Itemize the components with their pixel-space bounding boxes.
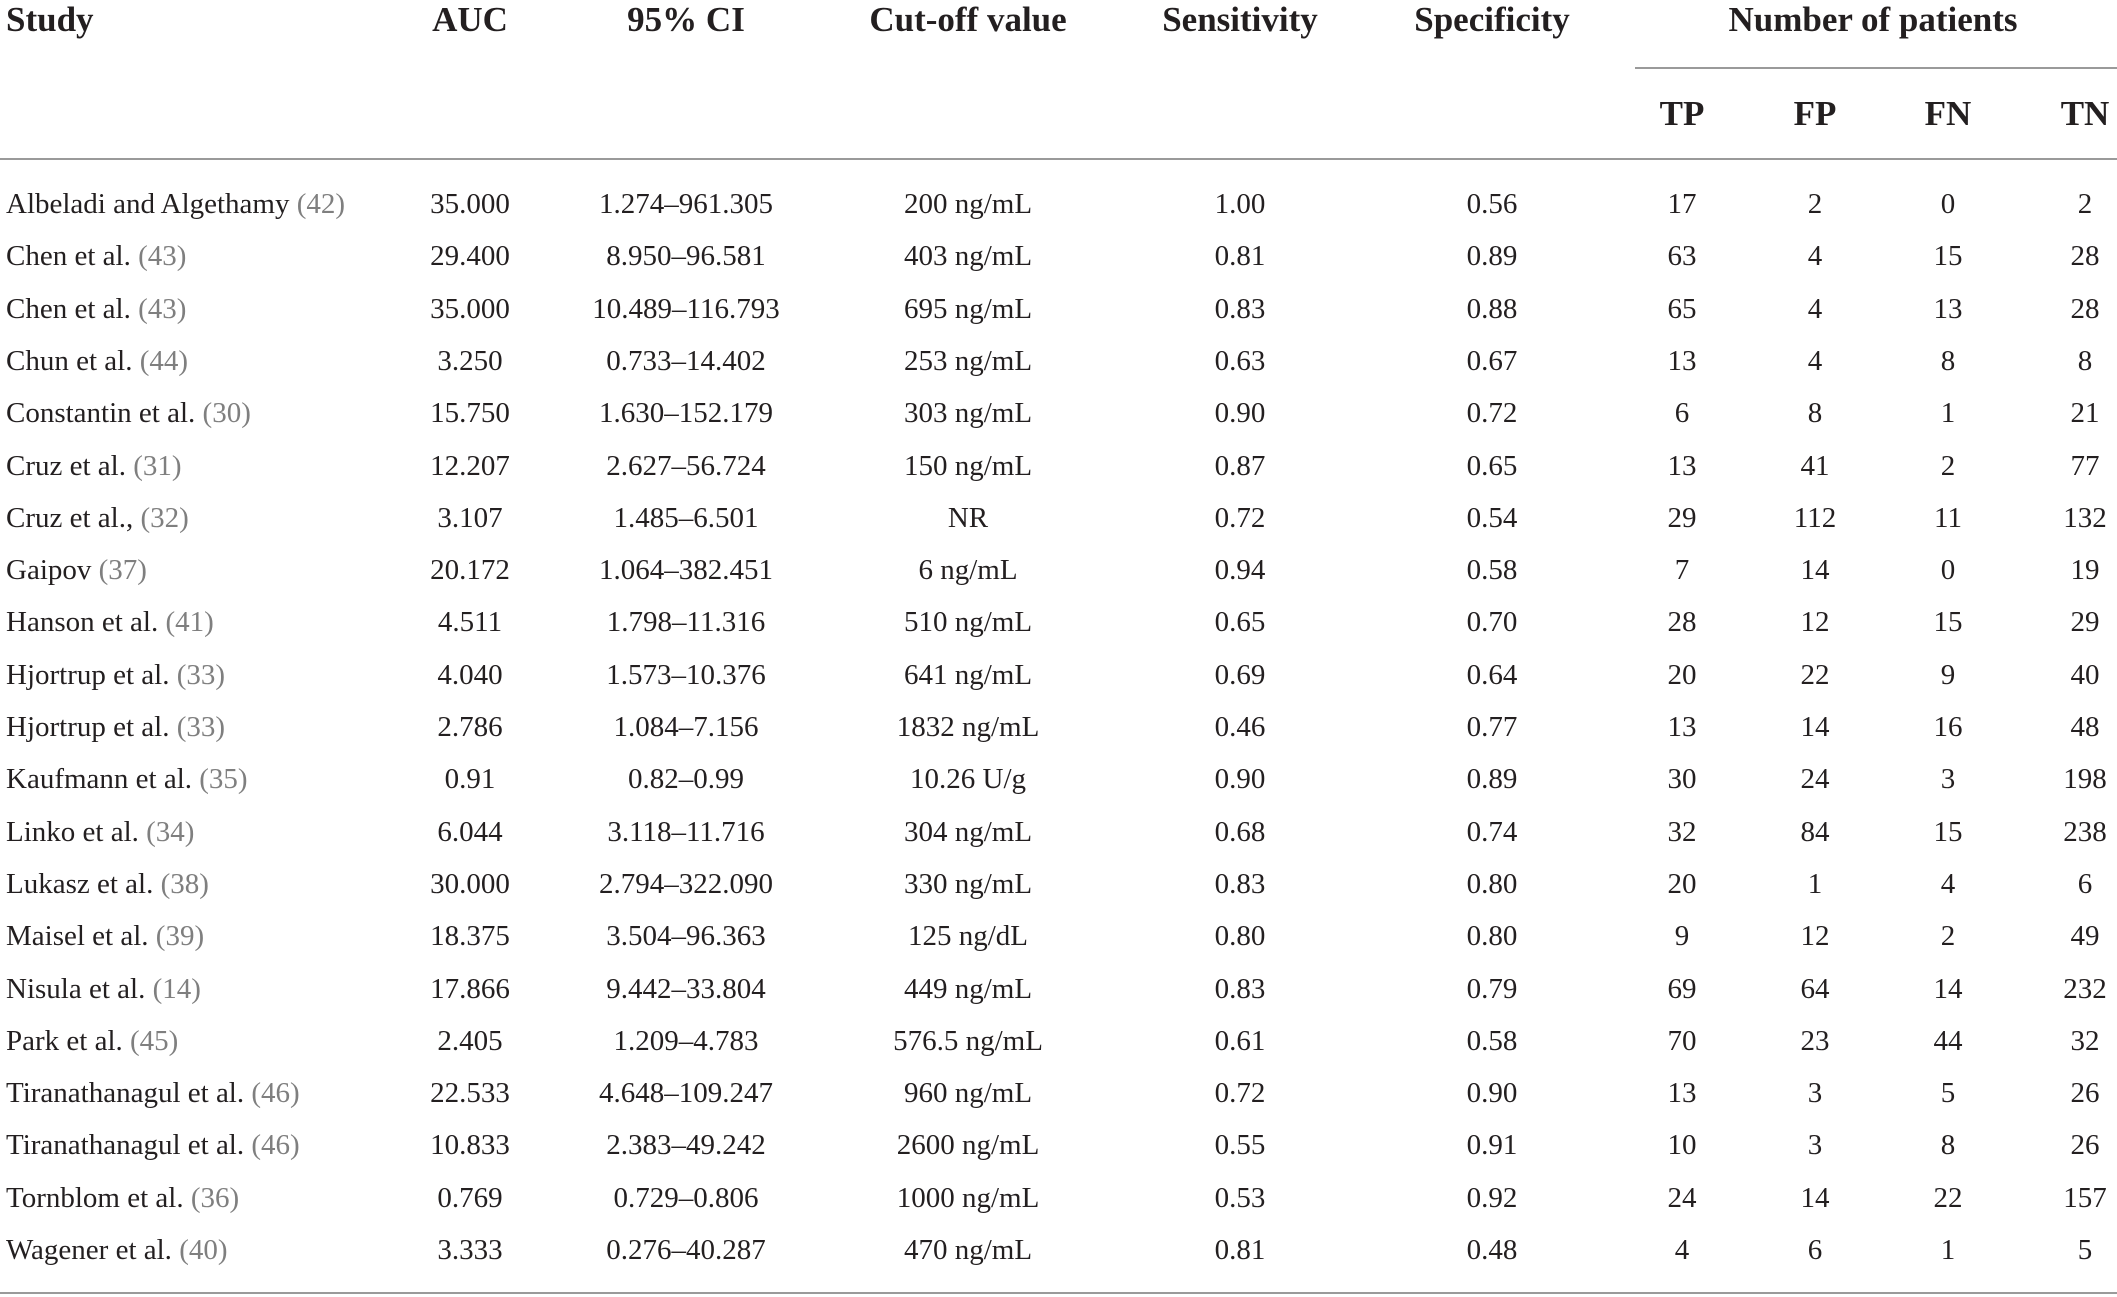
header-fn: FN bbox=[1924, 94, 1972, 133]
header-auc: AUC bbox=[432, 0, 508, 39]
specificity-cell: 0.56 bbox=[1466, 188, 1518, 220]
auc-cell: 2.405 bbox=[437, 1025, 503, 1057]
fp-cell: 12 bbox=[1800, 920, 1830, 952]
auc-cell: 18.375 bbox=[430, 920, 510, 952]
cutoff-cell: 150 ng/mL bbox=[903, 450, 1033, 482]
sensitivity-cell: 0.80 bbox=[1214, 920, 1266, 952]
tp-cell: 4 bbox=[1674, 1234, 1690, 1266]
sensitivity-cell: 0.87 bbox=[1214, 450, 1266, 482]
tp-cell: 30 bbox=[1667, 763, 1697, 795]
header-sensitivity: Sensitivity bbox=[1162, 0, 1318, 39]
header-tn: TN bbox=[2060, 94, 2110, 133]
tn-cell: 198 bbox=[2063, 763, 2107, 795]
auc-cell: 17.866 bbox=[430, 973, 510, 1005]
tp-cell: 63 bbox=[1667, 240, 1697, 272]
fp-cell: 4 bbox=[1807, 345, 1823, 377]
study-name: Cruz et al. bbox=[6, 450, 126, 482]
reference-link[interactable]: (38) bbox=[160, 868, 209, 900]
auc-cell: 35.000 bbox=[430, 188, 510, 220]
fn-cell: 5 bbox=[1940, 1077, 1956, 1109]
reference-link[interactable]: (30) bbox=[202, 397, 251, 429]
tp-cell: 20 bbox=[1667, 868, 1697, 900]
header-study: Study bbox=[6, 0, 94, 39]
tp-cell: 13 bbox=[1667, 450, 1697, 482]
auc-cell: 4.040 bbox=[437, 659, 503, 691]
specificity-cell: 0.54 bbox=[1466, 502, 1518, 534]
tp-cell: 28 bbox=[1667, 606, 1697, 638]
tp-cell: 10 bbox=[1667, 1129, 1697, 1161]
header-bottom-rule bbox=[0, 158, 2117, 160]
ci-cell: 1.630–152.179 bbox=[599, 397, 773, 429]
study-name: Chun et al. bbox=[6, 345, 133, 377]
study-cell bbox=[6, 500, 189, 536]
cutoff-cell: 1000 ng/mL bbox=[896, 1182, 1040, 1214]
specificity-cell: 0.67 bbox=[1466, 345, 1518, 377]
cutoff-cell: 449 ng/mL bbox=[903, 973, 1033, 1005]
specificity-cell: 0.65 bbox=[1466, 450, 1518, 482]
tp-cell: 13 bbox=[1667, 711, 1697, 743]
tn-cell: 49 bbox=[2070, 920, 2100, 952]
reference-link[interactable]: (34) bbox=[146, 816, 195, 848]
tp-cell: 70 bbox=[1667, 1025, 1697, 1057]
fn-cell: 8 bbox=[1940, 1129, 1956, 1161]
reference-link[interactable]: (33) bbox=[176, 659, 226, 691]
ci-cell: 8.950–96.581 bbox=[606, 240, 766, 272]
ci-cell: 2.627–56.724 bbox=[606, 450, 766, 482]
auc-cell: 0.769 bbox=[437, 1182, 503, 1214]
ci-cell: 10.489–116.793 bbox=[592, 293, 780, 325]
study-name: Wagener et al. bbox=[6, 1234, 172, 1266]
auc-cell: 12.207 bbox=[430, 450, 510, 482]
tn-cell: 21 bbox=[2070, 397, 2100, 429]
specificity-cell: 0.89 bbox=[1466, 763, 1518, 795]
cutoff-cell: 253 ng/mL bbox=[903, 345, 1033, 377]
study-cell bbox=[6, 761, 248, 797]
specificity-cell: 0.80 bbox=[1466, 920, 1518, 952]
sensitivity-cell: 0.81 bbox=[1214, 240, 1266, 272]
tp-cell: 13 bbox=[1667, 1077, 1697, 1109]
study-cell bbox=[6, 1180, 239, 1216]
specificity-cell: 0.70 bbox=[1466, 606, 1518, 638]
ci-cell: 1.274–961.305 bbox=[599, 188, 773, 220]
study-cell bbox=[6, 918, 204, 954]
ci-cell: 3.504–96.363 bbox=[606, 920, 766, 952]
study-cell bbox=[6, 709, 225, 745]
auc-cell: 0.91 bbox=[444, 763, 496, 795]
sensitivity-cell: 0.68 bbox=[1214, 816, 1266, 848]
cutoff-cell: 695 ng/mL bbox=[903, 293, 1033, 325]
reference-link[interactable]: (41) bbox=[165, 606, 214, 638]
study-name: Tornblom et al. bbox=[6, 1182, 184, 1214]
fn-cell: 3 bbox=[1940, 763, 1956, 795]
study-cell bbox=[6, 1075, 300, 1111]
tp-cell: 9 bbox=[1674, 920, 1690, 952]
cutoff-cell: 10.26 U/g bbox=[910, 763, 1026, 795]
sensitivity-cell: 0.90 bbox=[1214, 763, 1266, 795]
ci-cell: 1.485–6.501 bbox=[613, 502, 759, 534]
reference-link[interactable]: (35) bbox=[199, 763, 248, 795]
auc-cell: 3.250 bbox=[437, 345, 503, 377]
header-ci: 95% CI bbox=[627, 0, 745, 39]
patients-subheader-rule bbox=[1635, 67, 2117, 69]
tn-cell: 8 bbox=[2077, 345, 2093, 377]
tn-cell: 29 bbox=[2070, 606, 2100, 638]
specificity-cell: 0.58 bbox=[1466, 1025, 1518, 1057]
ci-cell: 1.798–11.316 bbox=[606, 606, 766, 638]
study-cell bbox=[6, 552, 147, 588]
tn-cell: 2 bbox=[2077, 188, 2093, 220]
fn-cell: 2 bbox=[1940, 920, 1956, 952]
reference-link[interactable]: (39) bbox=[155, 920, 205, 952]
cutoff-cell: 303 ng/mL bbox=[903, 397, 1033, 429]
sensitivity-cell: 0.94 bbox=[1214, 554, 1266, 586]
sensitivity-cell: 0.83 bbox=[1214, 973, 1266, 1005]
specificity-cell: 0.92 bbox=[1466, 1182, 1518, 1214]
ci-cell: 2.383–49.242 bbox=[606, 1129, 766, 1161]
fp-cell: 2 bbox=[1807, 188, 1823, 220]
reference-link[interactable]: (45) bbox=[130, 1025, 179, 1057]
reference-link[interactable]: (46) bbox=[251, 1077, 300, 1109]
fn-cell: 22 bbox=[1933, 1182, 1963, 1214]
auc-cell: 20.172 bbox=[430, 554, 510, 586]
tn-cell: 5 bbox=[2077, 1234, 2093, 1266]
cutoff-cell: 125 ng/dL bbox=[907, 920, 1029, 952]
header-number-of-patients: Number of patients bbox=[1728, 0, 2018, 39]
sensitivity-cell: 0.46 bbox=[1214, 711, 1266, 743]
study-name: Tiranathanagul et al. bbox=[6, 1077, 245, 1109]
tn-cell: 32 bbox=[2070, 1025, 2100, 1057]
reference-link[interactable]: (43) bbox=[138, 293, 187, 325]
specificity-cell: 0.74 bbox=[1466, 816, 1518, 848]
sensitivity-cell: 0.83 bbox=[1214, 293, 1266, 325]
reference-link[interactable]: (32) bbox=[140, 502, 189, 534]
specificity-cell: 0.64 bbox=[1466, 659, 1518, 691]
ci-cell: 2.794–322.090 bbox=[599, 868, 773, 900]
study-name: Constantin et al. bbox=[6, 397, 196, 429]
cutoff-cell: 510 ng/mL bbox=[903, 606, 1033, 638]
sensitivity-cell: 0.83 bbox=[1214, 868, 1266, 900]
tn-cell: 19 bbox=[2070, 554, 2100, 586]
ci-cell: 4.648–109.247 bbox=[599, 1077, 773, 1109]
study-cell bbox=[6, 604, 214, 640]
auc-cell: 3.107 bbox=[437, 502, 503, 534]
ci-cell: 1.064–382.451 bbox=[599, 554, 773, 586]
specificity-cell: 0.80 bbox=[1466, 868, 1518, 900]
cutoff-cell: NR bbox=[947, 502, 989, 534]
fn-cell: 1 bbox=[1940, 397, 1956, 429]
reference-link[interactable]: (42) bbox=[296, 188, 346, 220]
specificity-cell: 0.58 bbox=[1466, 554, 1518, 586]
fp-cell: 24 bbox=[1800, 763, 1830, 795]
auc-cell: 35.000 bbox=[430, 293, 510, 325]
specificity-cell: 0.48 bbox=[1466, 1234, 1518, 1266]
fp-cell: 14 bbox=[1800, 711, 1830, 743]
ci-cell: 1.084–7.156 bbox=[613, 711, 759, 743]
fn-cell: 14 bbox=[1933, 973, 1963, 1005]
tn-cell: 232 bbox=[2063, 973, 2107, 1005]
cutoff-cell: 330 ng/mL bbox=[903, 868, 1033, 900]
study-name: Park et al. bbox=[6, 1025, 123, 1057]
study-cell bbox=[6, 1023, 178, 1059]
study-name: Cruz et al., bbox=[6, 502, 134, 534]
study-cell bbox=[6, 343, 188, 379]
cutoff-cell: 403 ng/mL bbox=[903, 240, 1033, 272]
auc-cell: 3.333 bbox=[437, 1234, 503, 1266]
study-cell bbox=[6, 448, 182, 484]
tp-cell: 69 bbox=[1667, 973, 1697, 1005]
fp-cell: 8 bbox=[1807, 397, 1823, 429]
auc-cell: 6.044 bbox=[437, 816, 503, 848]
reference-link[interactable]: (43) bbox=[138, 240, 187, 272]
sensitivity-cell: 0.65 bbox=[1214, 606, 1266, 638]
tp-cell: 17 bbox=[1667, 188, 1697, 220]
study-name: Chen et al. bbox=[6, 240, 131, 272]
header-fp: FP bbox=[1793, 94, 1837, 133]
reference-link[interactable]: (14) bbox=[152, 973, 201, 1005]
tp-cell: 32 bbox=[1667, 816, 1697, 848]
fp-cell: 14 bbox=[1800, 554, 1830, 586]
specificity-cell: 0.72 bbox=[1466, 397, 1518, 429]
fp-cell: 4 bbox=[1807, 293, 1823, 325]
reference-link[interactable]: (36) bbox=[190, 1182, 240, 1214]
study-name: Nisula et al. bbox=[6, 973, 146, 1005]
cutoff-cell: 576.5 ng/mL bbox=[893, 1025, 1043, 1057]
tn-cell: 157 bbox=[2063, 1182, 2107, 1214]
cutoff-cell: 6 ng/mL bbox=[918, 554, 1018, 586]
tp-cell: 24 bbox=[1667, 1182, 1697, 1214]
cutoff-cell: 304 ng/mL bbox=[903, 816, 1033, 848]
study-name: Chen et al. bbox=[6, 293, 131, 325]
fp-cell: 6 bbox=[1807, 1234, 1823, 1266]
study-name: Gaipov bbox=[6, 554, 92, 586]
study-name: Tiranathanagul et al. bbox=[6, 1129, 245, 1161]
reference-link[interactable]: (37) bbox=[98, 554, 147, 586]
fp-cell: 23 bbox=[1800, 1025, 1830, 1057]
study-cell bbox=[6, 238, 186, 274]
sensitivity-cell: 0.55 bbox=[1214, 1129, 1266, 1161]
tn-cell: 40 bbox=[2070, 659, 2100, 691]
ci-cell: 0.733–14.402 bbox=[606, 345, 766, 377]
cutoff-cell: 960 ng/mL bbox=[903, 1077, 1033, 1109]
tn-cell: 26 bbox=[2070, 1129, 2100, 1161]
cutoff-cell: 200 ng/mL bbox=[903, 188, 1033, 220]
header-cutoff: Cut-off value bbox=[869, 0, 1067, 39]
specificity-cell: 0.90 bbox=[1466, 1077, 1518, 1109]
table-bottom-rule bbox=[0, 1292, 2117, 1294]
specificity-cell: 0.91 bbox=[1466, 1129, 1518, 1161]
sensitivity-cell: 0.63 bbox=[1214, 345, 1266, 377]
fp-cell: 3 bbox=[1807, 1129, 1823, 1161]
fp-cell: 22 bbox=[1800, 659, 1830, 691]
study-cell bbox=[6, 291, 186, 327]
sensitivity-cell: 0.72 bbox=[1214, 1077, 1266, 1109]
sensitivity-cell: 0.53 bbox=[1214, 1182, 1266, 1214]
specificity-cell: 0.88 bbox=[1466, 293, 1518, 325]
sensitivity-cell: 0.90 bbox=[1214, 397, 1266, 429]
study-cell bbox=[6, 814, 194, 850]
study-cell bbox=[6, 186, 345, 222]
fn-cell: 8 bbox=[1940, 345, 1956, 377]
auc-cell: 10.833 bbox=[430, 1129, 510, 1161]
study-cell bbox=[6, 971, 201, 1007]
tn-cell: 238 bbox=[2063, 816, 2107, 848]
study-cell bbox=[6, 1232, 228, 1268]
ci-cell: 0.276–40.287 bbox=[606, 1234, 766, 1266]
tp-cell: 20 bbox=[1667, 659, 1697, 691]
study-name: Hjortrup et al. bbox=[6, 659, 170, 691]
tp-cell: 6 bbox=[1674, 397, 1690, 429]
fp-cell: 4 bbox=[1807, 240, 1823, 272]
cutoff-cell: 1832 ng/mL bbox=[896, 711, 1040, 743]
study-name: Lukasz et al. bbox=[6, 868, 154, 900]
auc-cell: 22.533 bbox=[430, 1077, 510, 1109]
study-cell bbox=[6, 395, 251, 431]
auc-cell: 4.511 bbox=[437, 606, 503, 638]
fn-cell: 16 bbox=[1933, 711, 1963, 743]
cutoff-cell: 641 ng/mL bbox=[903, 659, 1033, 691]
cutoff-cell: 470 ng/mL bbox=[903, 1234, 1033, 1266]
reference-link[interactable]: (46) bbox=[251, 1129, 300, 1161]
fn-cell: 4 bbox=[1940, 868, 1956, 900]
fn-cell: 9 bbox=[1940, 659, 1956, 691]
tn-cell: 6 bbox=[2077, 868, 2093, 900]
fp-cell: 3 bbox=[1807, 1077, 1823, 1109]
fn-cell: 15 bbox=[1933, 240, 1963, 272]
fn-cell: 0 bbox=[1940, 188, 1956, 220]
header-tp: TP bbox=[1659, 94, 1705, 133]
ci-cell: 0.729–0.806 bbox=[613, 1182, 759, 1214]
fn-cell: 0 bbox=[1940, 554, 1956, 586]
specificity-cell: 0.77 bbox=[1466, 711, 1518, 743]
sensitivity-cell: 0.69 bbox=[1214, 659, 1266, 691]
reference-link[interactable]: (33) bbox=[176, 711, 226, 743]
study-cell bbox=[6, 1127, 300, 1163]
fn-cell: 1 bbox=[1940, 1234, 1956, 1266]
study-cell bbox=[6, 866, 209, 902]
ci-cell: 9.442–33.804 bbox=[606, 973, 766, 1005]
ci-cell: 1.573–10.376 bbox=[606, 659, 766, 691]
tp-cell: 65 bbox=[1667, 293, 1697, 325]
study-name: Hjortrup et al. bbox=[6, 711, 170, 743]
tn-cell: 26 bbox=[2070, 1077, 2100, 1109]
fn-cell: 2 bbox=[1940, 450, 1956, 482]
ci-cell: 3.118–11.716 bbox=[607, 816, 765, 848]
reference-link[interactable]: (31) bbox=[133, 450, 182, 482]
tn-cell: 28 bbox=[2070, 293, 2100, 325]
sensitivity-cell: 0.72 bbox=[1214, 502, 1266, 534]
ci-cell: 1.209–4.783 bbox=[613, 1025, 759, 1057]
fp-cell: 12 bbox=[1800, 606, 1830, 638]
fp-cell: 112 bbox=[1793, 502, 1837, 534]
sensitivity-cell: 0.61 bbox=[1214, 1025, 1266, 1057]
reference-link[interactable]: (40) bbox=[179, 1234, 228, 1266]
auc-cell: 29.400 bbox=[430, 240, 510, 272]
fn-cell: 44 bbox=[1933, 1025, 1963, 1057]
fn-cell: 13 bbox=[1933, 293, 1963, 325]
specificity-cell: 0.79 bbox=[1466, 973, 1518, 1005]
study-cell bbox=[6, 657, 225, 693]
fp-cell: 84 bbox=[1800, 816, 1830, 848]
tp-cell: 29 bbox=[1667, 502, 1697, 534]
tn-cell: 77 bbox=[2070, 450, 2100, 482]
reference-link[interactable]: (44) bbox=[139, 345, 189, 377]
ci-cell: 0.82–0.99 bbox=[628, 763, 744, 795]
study-name: Linko et al. bbox=[6, 816, 139, 848]
study-name: Kaufmann et al. bbox=[6, 763, 193, 795]
auc-cell: 2.786 bbox=[437, 711, 503, 743]
study-name: Albeladi and Algethamy bbox=[6, 188, 290, 220]
study-name: Hanson et al. bbox=[6, 606, 159, 638]
cutoff-cell: 2600 ng/mL bbox=[896, 1129, 1040, 1161]
specificity-cell: 0.89 bbox=[1466, 240, 1518, 272]
sensitivity-cell: 1.00 bbox=[1214, 188, 1266, 220]
tn-cell: 28 bbox=[2070, 240, 2100, 272]
fp-cell: 1 bbox=[1807, 868, 1823, 900]
header-specificity: Specificity bbox=[1414, 0, 1570, 39]
auc-cell: 15.750 bbox=[430, 397, 510, 429]
fn-cell: 15 bbox=[1933, 816, 1963, 848]
study-name: Maisel et al. bbox=[6, 920, 149, 952]
fp-cell: 14 bbox=[1800, 1182, 1830, 1214]
fn-cell: 11 bbox=[1934, 502, 1962, 534]
tp-cell: 13 bbox=[1667, 345, 1697, 377]
tn-cell: 132 bbox=[2063, 502, 2107, 534]
sensitivity-cell: 0.81 bbox=[1214, 1234, 1266, 1266]
fp-cell: 64 bbox=[1800, 973, 1830, 1005]
fp-cell: 41 bbox=[1800, 450, 1830, 482]
tn-cell: 48 bbox=[2070, 711, 2100, 743]
fn-cell: 15 bbox=[1933, 606, 1963, 638]
tp-cell: 7 bbox=[1674, 554, 1690, 586]
auc-cell: 30.000 bbox=[430, 868, 510, 900]
